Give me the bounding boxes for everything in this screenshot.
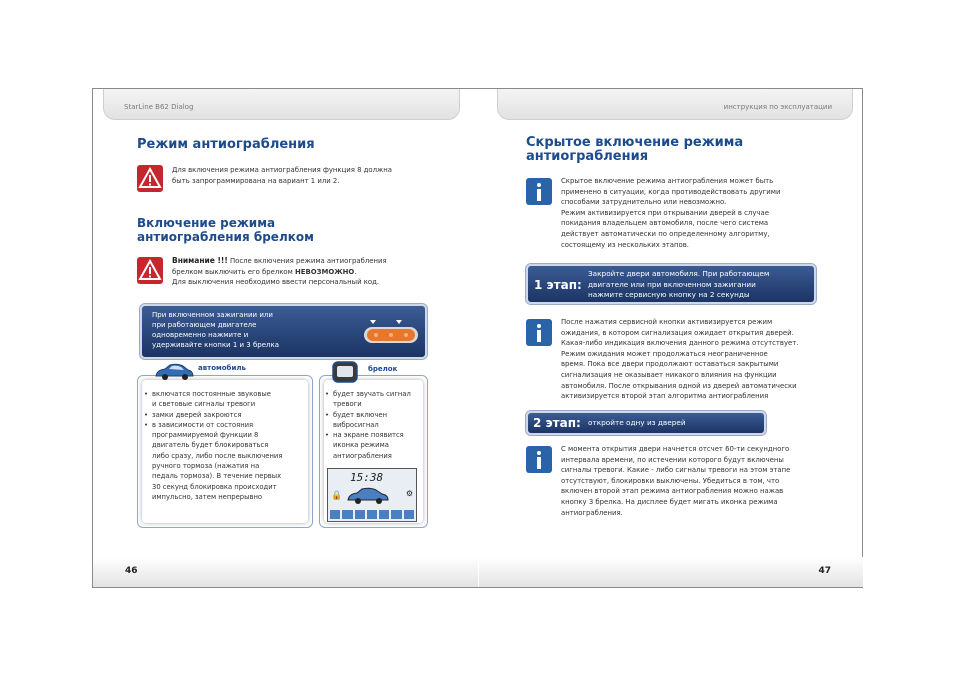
text-line: Для выключения необходимо ввести персональный код. [172, 278, 380, 287]
text-line: действует автоматически по определенному алгоритму, [561, 229, 770, 238]
info-icon [526, 319, 552, 346]
page-number: 46 [125, 566, 138, 576]
lcd-car-icon [346, 486, 390, 506]
text-line: Режим активизируется при открывании дверей в случае [561, 208, 769, 217]
text-line: время. Пока все двери продолжают оставаться закрытыми [561, 360, 779, 369]
lcd-status-icon [342, 510, 352, 519]
text-line: нажмите сервисную кнопку на 2 секунды [588, 290, 750, 299]
text-line: Закройте двери автомобиля. При работающем [588, 269, 770, 278]
attention-label: Внимание !!! [172, 256, 228, 265]
instruction-text [152, 310, 279, 350]
text-line: При включенном зажигании или [152, 311, 273, 319]
text-line: программируемой функции 8 [152, 431, 259, 440]
text-line: двигатель будет блокироваться [152, 441, 269, 450]
page-header [497, 89, 853, 120]
car-box-heading: автомобиль [198, 364, 246, 372]
text-line: Для включения режима антиограбления функция 8 должна [172, 166, 392, 174]
text-line: антиограбления [333, 451, 392, 460]
section-title: Режим антиограбления [137, 137, 315, 152]
lcd-time: 15:38 [350, 471, 384, 484]
text-line: • в зависимости от состояния [152, 420, 254, 429]
title-line: Скрытое включение режима [526, 135, 744, 150]
instruction-bar [140, 304, 427, 359]
stage-1-bar [526, 264, 816, 304]
subtitle-line: антиограбления брелком [137, 230, 314, 244]
text-line: сигналы тревоги. Какие - либо сигналы тревоги на этом этапе [561, 466, 791, 475]
lcd-status-icon [367, 510, 377, 519]
list-item [325, 410, 425, 431]
stage-2-text: откройте одну из дверей [588, 418, 686, 427]
section-title [526, 136, 743, 164]
text-line: С момента открытия двери начнется отсчет 60-ти секундного [561, 445, 790, 453]
list-item [144, 389, 309, 410]
text-line: быть запрограммирована на вариант 1 или 2. [172, 176, 340, 185]
text-line: • включатся постоянные звуковые [152, 390, 271, 398]
subsection-title [137, 216, 314, 244]
text-line: активизируется второй этап алгоритма антиограбления [561, 392, 769, 401]
text-line: двигателе или при включенном зажигании [588, 279, 756, 289]
text-line: удерживайте кнопки 1 и 3 брелка [152, 341, 280, 349]
lcd-status-icon [330, 510, 340, 519]
header-title: инструкция по эксплуатации [723, 103, 832, 111]
text-line: автомобиля. После открывания одной из дверей автоматически [561, 381, 797, 390]
text-line: при работающем двигателе [152, 321, 257, 329]
header-title: StarLine B62 Dialog [124, 103, 194, 111]
text-span: . [354, 267, 357, 276]
lcd-status-icon [379, 510, 389, 519]
lcd-status-icon [404, 510, 414, 519]
text-line: сигнализация не оказывает никакого влияния на функции [561, 370, 777, 379]
text-line: способами затруднительно или невозможно. [561, 198, 727, 207]
text-line: либо сразу, либо после выключения [152, 451, 283, 460]
list-item [325, 430, 425, 461]
info-text-3 [561, 444, 790, 518]
text-line: антиограбления. [561, 508, 623, 517]
text-line: 30 секунд блокировка происходит [152, 482, 277, 491]
text-line: • будет звучать сигнал [333, 390, 411, 398]
fob-reaction-list [325, 389, 425, 461]
text-line: ручного тормоза (нажатия на [152, 462, 260, 471]
page-47 [479, 89, 863, 587]
document-spread [92, 88, 863, 588]
stage-1-label: 1 этап: [534, 278, 582, 292]
text-line: одновременно нажмите и [152, 331, 249, 339]
emphasis-text: НЕВОЗМОЖНО [295, 267, 355, 276]
lcd-icon-row [330, 510, 414, 519]
text-line: Скрытое включение режима антиограбления может быть [561, 177, 774, 185]
page-46 [93, 89, 478, 587]
text-line: • будет включен [333, 410, 388, 419]
text-line: иконка режима [333, 441, 389, 450]
text-line: кнопку 3 брелка. На дисплее будет мигать иконка режима [561, 497, 778, 506]
text-line: импульсно, затем непрерывно [152, 492, 263, 501]
lock-icon: 🔒 [331, 491, 343, 501]
warning-text-2 [172, 256, 417, 288]
text-line: • замки дверей закроются [152, 410, 242, 419]
list-item [144, 410, 309, 420]
page-number: 47 [818, 566, 831, 576]
text-line: тревоги [333, 400, 362, 409]
text-line [172, 267, 417, 278]
warning-icon [137, 165, 163, 192]
fob-lcd-display [327, 468, 417, 522]
text-line: • на экране появится [333, 431, 404, 440]
text-line: отсутствуют, блокировки выключены. Убедиться в том, что [561, 476, 780, 485]
text-line: состоящему из нескольких этапов. [561, 240, 689, 249]
lcd-status-icon [391, 510, 401, 519]
text-line: педаль тормоза). В течение первых [152, 472, 282, 481]
warning-text-1 [172, 165, 392, 186]
text-line: ожидания, в котором сигнализация ожидает открытия дверей. [561, 328, 794, 337]
fob-box-heading: брелок [368, 365, 398, 373]
fob-buttons-illustration [362, 318, 420, 348]
text-span: брелком выключить его брелком [172, 267, 296, 276]
text-line: После нажатия сервисной кнопки активизируется режим [561, 318, 773, 326]
text-line [172, 256, 417, 267]
title-line: антиограбления [526, 149, 649, 164]
antihijack-icon: ⚙ [405, 489, 413, 498]
stage-2-bar [526, 411, 766, 435]
text-line: применено в ситуации, когда противодействовать другими [561, 187, 781, 196]
remote-fob-icon [331, 360, 359, 384]
text-line: вибросигнал [333, 420, 379, 429]
page-header [103, 89, 460, 120]
info-text-1 [561, 176, 780, 250]
text-span: После включения режима антиограбления [227, 257, 387, 265]
page-footer [93, 557, 478, 587]
text-line: Режим ожидания может продолжаться неограниченное [561, 349, 768, 358]
stage-2-label: 2 этап: [533, 416, 581, 430]
list-item [325, 389, 425, 410]
info-icon [526, 446, 552, 473]
lcd-status-icon [355, 510, 365, 519]
warning-icon [137, 257, 163, 284]
info-icon [526, 178, 552, 205]
text-line: включен второй этап режима антиограбления можно нажав [561, 487, 784, 496]
car-reaction-list [144, 389, 309, 502]
stage-1-text [588, 269, 769, 301]
text-line: покидания владельцем автомобиля, после чего система [561, 219, 769, 228]
text-line: интервала времени, по истечении которого будут включены [561, 455, 784, 464]
text-line: и световые сигналы тревоги [152, 400, 256, 409]
car-icon [153, 362, 195, 382]
info-text-2 [561, 317, 799, 402]
subtitle-line: Включение режима [137, 216, 276, 230]
list-item [144, 420, 309, 502]
page-footer [479, 557, 863, 587]
text-line: Какая-либо индикация включения данного режима отсутствует. [561, 339, 799, 348]
